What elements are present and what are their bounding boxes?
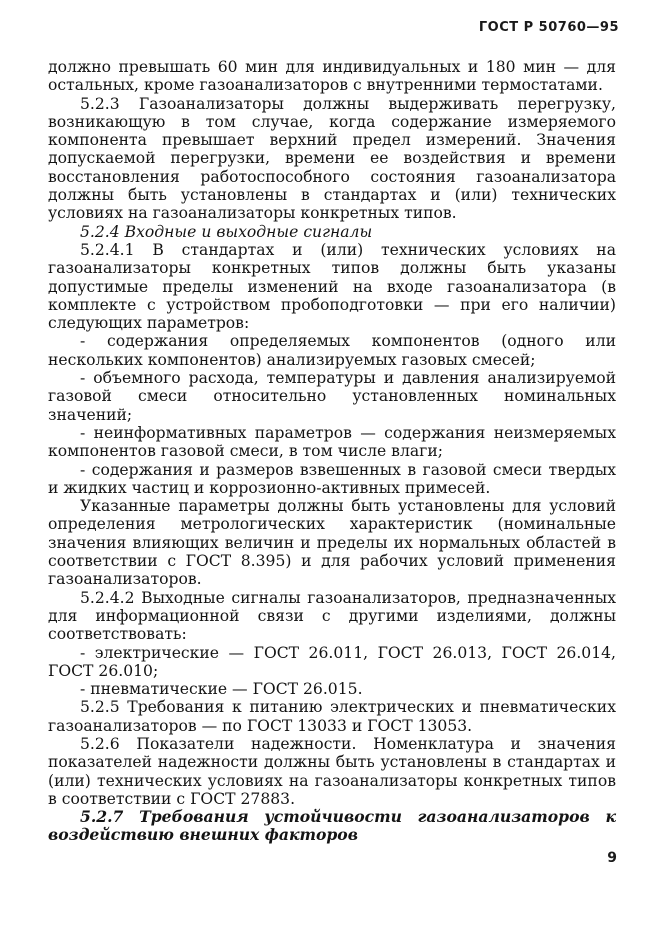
paragraph: 5.2.4.1 В стандартах и (или) технических условиях на газоанализаторы конкретных типов должны быть указаны допустимые пределы изменений на входе газоанализатора (в комплекте с устройством пробоподготовки — при его наличии) следующих параметров:	[48, 240, 616, 333]
page-number: 9	[607, 850, 617, 866]
section-heading: 5.2.7 Требования устойчивости газоанализаторов к воздействию внешних факторов	[48, 807, 616, 845]
paragraph: 5.2.3 Газоанализаторы должны выдерживать перегрузку, возникающую в том случае, когда содержание измеряемого компонента превышает верхний предел измерений. Значения допускаемой перегрузки, времени ее воздействия и времени восстановления работоспособного состояния газоанализатора должны быть установлены в стандартах и (или) технических условиях на газоанализаторы конкретных типов.	[48, 94, 616, 223]
paragraph: 5.2.6 Показатели надежности. Номенклатура и значения показателей надежности должны быть установлены в стандартах и (или) технических условиях на газоанализаторы конкретных типов в соответствии с ГОСТ 27883.	[48, 734, 616, 808]
section-heading: 5.2.4 Входные и выходные сигналы	[80, 222, 373, 241]
paragraph: Указанные параметры должны быть установлены для условий определения метрологических характеристик (номинальные значения влияющих величин и пределы их нормальных областей в соответствии с ГОСТ 8.395) и для рабочих условий применения газоанализаторов.	[48, 497, 616, 589]
list-item: - содержания определяемых компонентов (одного или нескольких компонентов) анализируемых газовых смесей;	[48, 332, 616, 369]
list-item: - электрические — ГОСТ 26.011, ГОСТ 26.013, ГОСТ 26.014, ГОСТ 26.010;	[48, 643, 616, 680]
paragraph: 5.2.4.2 Выходные сигналы газоанализаторов, предназначенных для информационной связи с другими изделиями, должны соответствовать:	[48, 588, 616, 644]
list-item: - неинформативных параметров — содержания неизмеряемых компонентов газовой смеси, в том числе влаги;	[48, 423, 616, 461]
list-item: - содержания и размеров взвешенных в газовой смеси твердых и жидких частиц и коррозионно-активных примесей.	[48, 460, 616, 497]
document-header: ГОСТ Р 50760—95	[478, 20, 619, 35]
paragraph: должно превышать 60 мин для индивидуальных и 180 мин — для остальных, кроме газоанализаторов с внутренними термостатами.	[48, 58, 616, 95]
list-item: - пневматические — ГОСТ 26.015.	[80, 680, 363, 699]
document-body	[48, 58, 616, 845]
paragraph: 5.2.5 Требования к питанию электрических и пневматических газоанализаторов — по ГОСТ 13033 и ГОСТ 13053.	[48, 698, 616, 735]
list-item: - объемного расхода, температуры и давления анализируемой газовой смеси относительно установленных номинальных значений;	[48, 369, 616, 424]
